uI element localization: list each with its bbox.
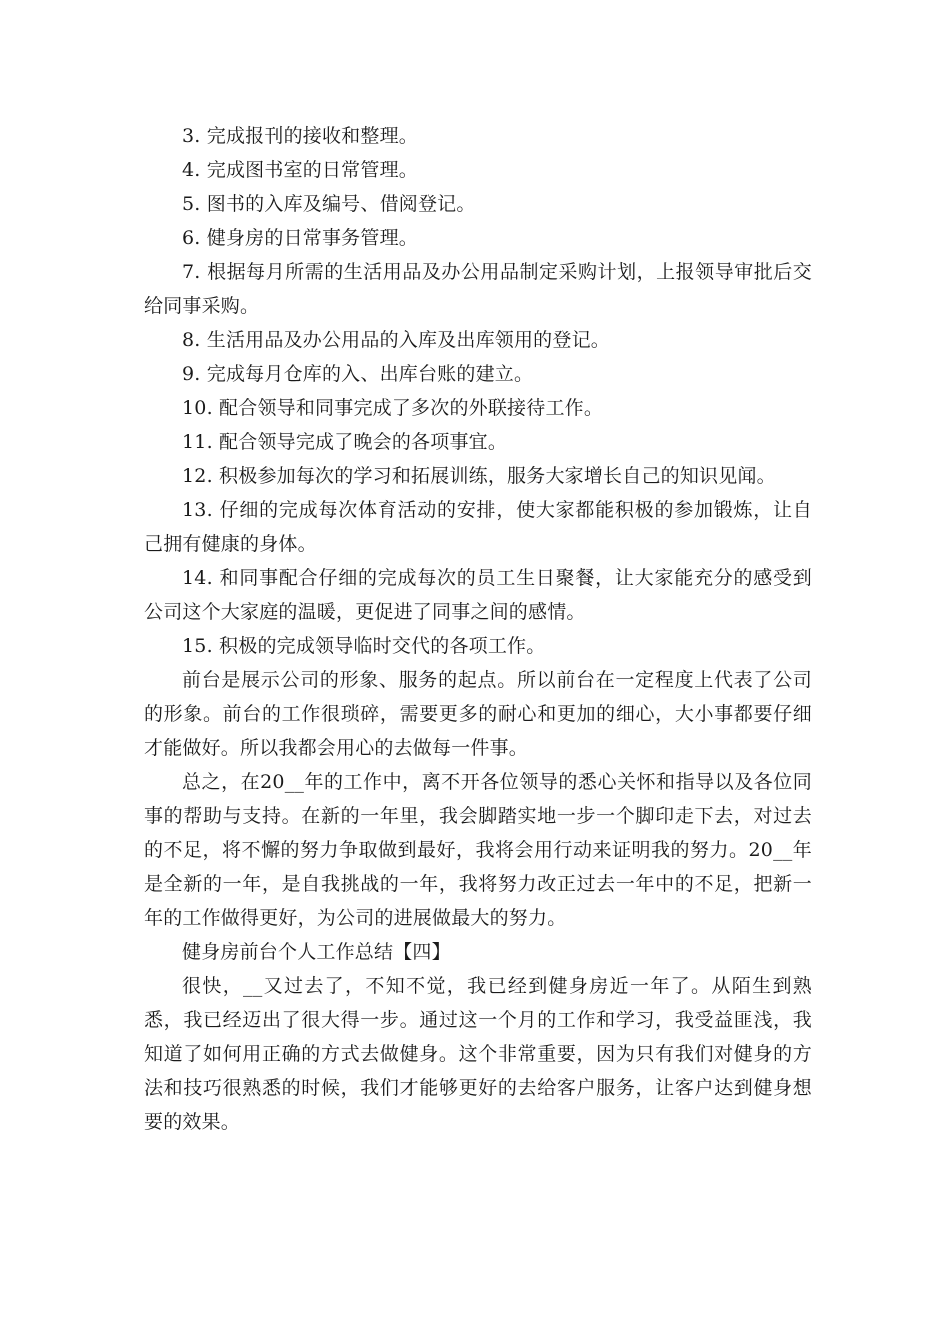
- list-item: 12. 积极参加每次的学习和拓展训练，服务大家增长自己的知识见闻。: [182, 465, 776, 487]
- list-item: 6. 健身房的日常事务管理。: [182, 227, 418, 249]
- list-item: 9. 完成每月仓库的入、出库台账的建立。: [182, 363, 534, 385]
- list-item: 13. 仔细的完成每次体育活动的安排，使大家都能积极的参加锻炼，让自己拥有健康的身体。: [144, 499, 812, 555]
- list-item: 4. 完成图书室的日常管理。: [182, 159, 418, 181]
- body-paragraph: 总之，在20__年的工作中，离不开各位领导的悉心关怀和指导以及各位同事的帮助与支持。在新的一年里，我会脚踏实地一步一个脚印走下去，对过去的不足，将不懈的努力争取做到最好，我将会用行动来证明我的努力。20__年是全新的一年，是自我挑战的一年，我将努力改正过去一年中的不足，把新一年的工作做得更好，为公司的进展做最大的努力。: [144, 771, 812, 929]
- list-item: 3. 完成报刊的接收和整理。: [182, 125, 418, 147]
- section-heading: 健身房前台个人工作总结【四】: [182, 941, 451, 963]
- list-item: 14. 和同事配合仔细的完成每次的员工生日聚餐，让大家能充分的感受到公司这个大家庭的温暖，更促进了同事之间的感情。: [144, 567, 812, 623]
- list-item: 7. 根据每月所需的生活用品及办公用品制定采购计划，上报领导审批后交给同事采购。: [144, 261, 812, 317]
- list-item: 10. 配合领导和同事完成了多次的外联接待工作。: [182, 397, 604, 419]
- body-paragraph: 很快，__又过去了，不知不觉，我已经到健身房近一年了。从陌生到熟悉，我已经迈出了很大得一步。通过这一个月的工作和学习，我受益匪浅，我知道了如何用正确的方式去做健身。这个非常重要，因为只有我们对健身的方法和技巧很熟悉的时候，我们才能够更好的去给客户服务，让客户达到健身想要的效果。: [144, 975, 812, 1133]
- list-item: 8. 生活用品及办公用品的入库及出库领用的登记。: [182, 329, 610, 351]
- document-body: [144, 119, 812, 1139]
- list-item: 15. 积极的完成领导临时交代的各项工作。: [182, 635, 546, 657]
- list-item: 5. 图书的入库及编号、借阅登记。: [182, 193, 476, 215]
- list-item: 11. 配合领导完成了晚会的各项事宜。: [182, 431, 508, 453]
- body-paragraph: 前台是展示公司的形象、服务的起点。所以前台在一定程度上代表了公司的形象。前台的工作很琐碎，需要更多的耐心和更加的细心，大小事都要仔细才能做好。所以我都会用心的去做每一件事。: [144, 669, 812, 759]
